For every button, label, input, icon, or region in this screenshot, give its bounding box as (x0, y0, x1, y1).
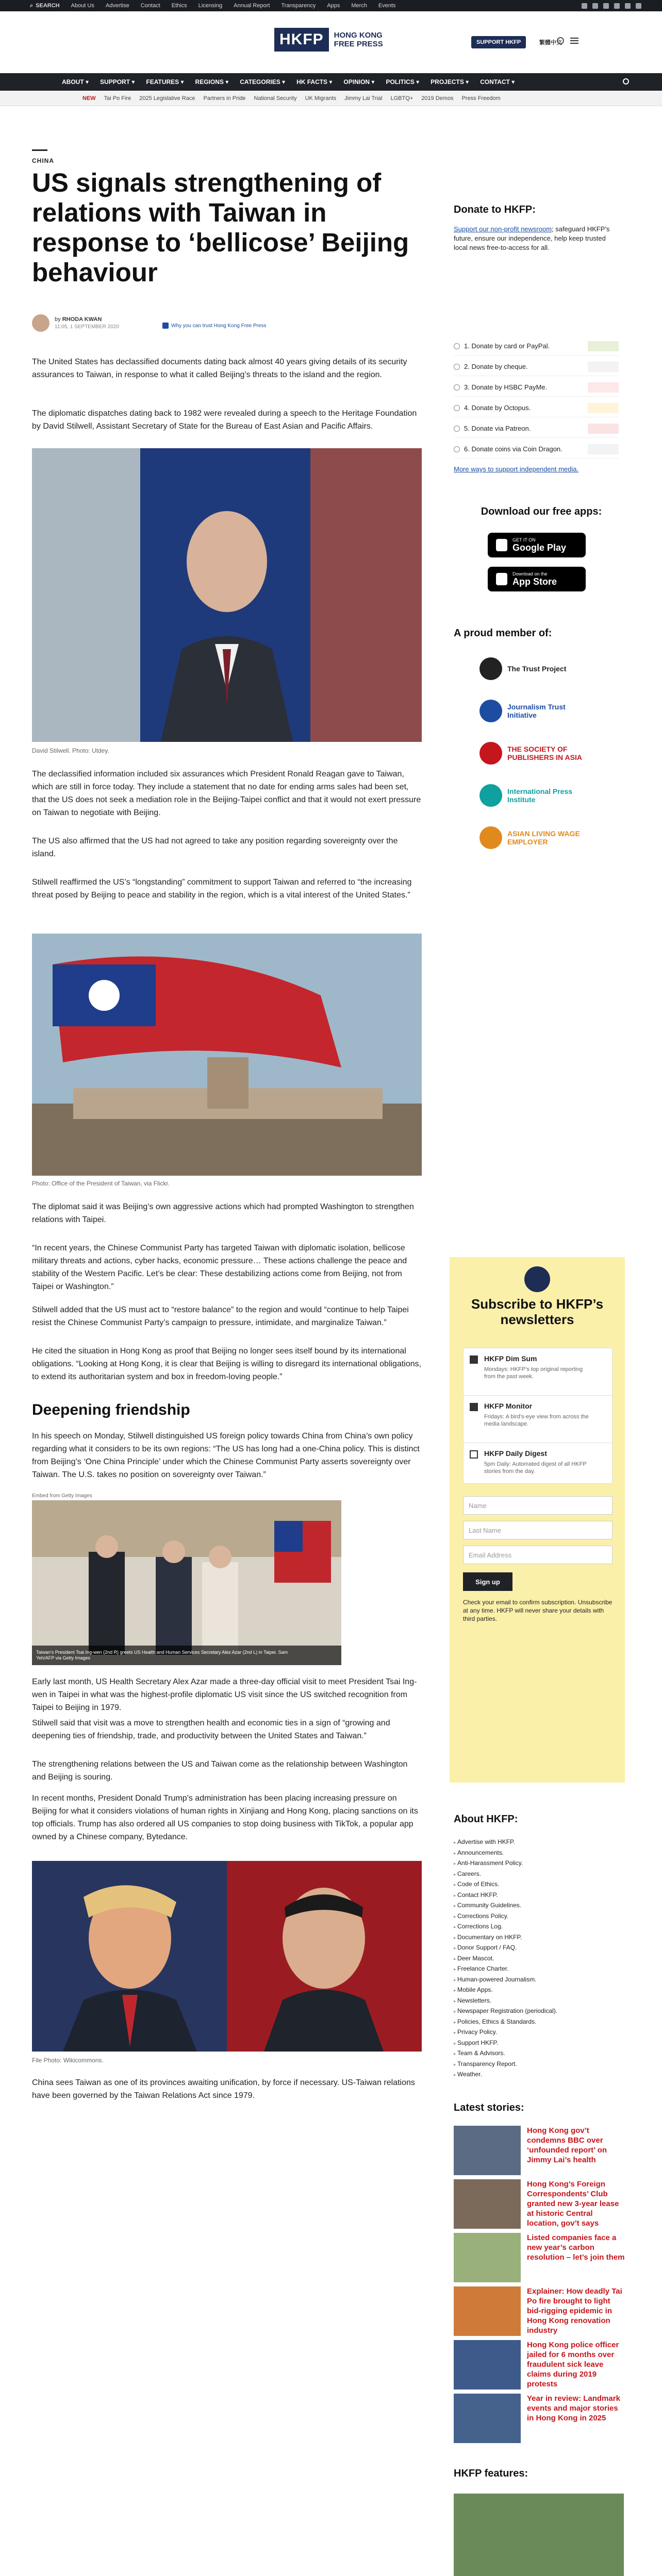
google-play-icon (496, 539, 507, 551)
donate-link[interactable]: Support our non-profit newsroom (454, 225, 552, 233)
member-name: International Press Institute (507, 787, 573, 804)
donate-option-label: 3. Donate by HSBC PayMe. (464, 383, 548, 391)
story-title[interactable]: Listed companies face a new year’s carbon resolution – let’s join them (527, 2233, 625, 2262)
trending-nav (0, 91, 662, 106)
instagram-icon[interactable] (603, 3, 609, 9)
latest-story[interactable] (454, 2179, 624, 2233)
main-nav-item[interactable]: ABOUT ▾ (62, 78, 89, 86)
paragraph: The United States has declassified documents dating back almost 40 years giving details of its security assurances to Taiwan, in response to what it called Beijing’s threats to the island and the region. (32, 358, 407, 379)
payment-icon (588, 362, 619, 372)
author-avatar (32, 314, 49, 332)
trending-link[interactable]: Press Freedom (461, 95, 501, 101)
features-heading: HKFP features: (454, 2468, 528, 2479)
getty-caption: Taiwan's President Tsai Ing-wen (2nd R) greets US Health and Human Services Secretary Alex Azar (2nd L) in Taipei. Sam Yeh/AFP via Getty Images (36, 1650, 288, 1660)
trending-link[interactable]: 2025 Legislative Race (139, 95, 195, 101)
topbar-link[interactable]: Advertise (105, 3, 129, 9)
store-small: Download on the (512, 571, 548, 577)
story-thumbnail[interactable] (454, 2394, 521, 2443)
payment-icon (588, 341, 619, 351)
trending-items (82, 91, 501, 106)
main-nav-item[interactable]: POLITICS ▾ (386, 78, 420, 86)
radio-icon[interactable] (454, 343, 460, 349)
photo-caption: Photo: Office of the President of Taiwan, via Flickr. (32, 1180, 170, 1187)
search-icon: ⌕ (30, 2, 34, 9)
story-thumbnail[interactable] (454, 2286, 521, 2336)
first-name-input[interactable]: Name (463, 1496, 613, 1515)
last-name-input[interactable]: Last Name (463, 1521, 613, 1539)
member-logo[interactable] (479, 700, 590, 722)
paragraph: Stilwell reaffirmed the US’s “longstanding” commitment to support Taiwan and referred to “the increasing threat posed by Beijing to peace and stability in the region, which is a vital interest of the United States.” (32, 878, 412, 900)
payment-icon (588, 403, 619, 413)
checkbox-checked[interactable] (470, 1403, 478, 1411)
support-hkfp-button[interactable]: SUPPORT HKFP (471, 36, 526, 48)
trending-link[interactable]: Partners in Pride (203, 95, 246, 101)
latest-story[interactable] (454, 2394, 624, 2447)
donate-option-label: 4. Donate by Octopus. (464, 404, 531, 412)
stilwell-photo (32, 448, 422, 742)
feature-image[interactable] (454, 2494, 624, 2576)
photo-caption: File Photo: Wikicommons. (32, 2057, 104, 2064)
paragraph: The strengthening relations between the US and Taiwan come as the relationship between Washington and Beijing is souring. (32, 1760, 408, 1782)
newsletter-box (450, 1257, 625, 1783)
google-play-button[interactable] (488, 533, 586, 557)
main-nav-item[interactable]: CATEGORIES ▾ (240, 78, 286, 86)
main-nav-item[interactable]: REGIONS ▾ (195, 78, 229, 86)
member-name: ASIAN LIVING WAGE EMPLOYER (507, 829, 580, 846)
main-nav-item[interactable]: FEATURES ▾ (146, 78, 184, 86)
about-link[interactable]: ▸ Donor Support / FAQ. (454, 1943, 557, 1954)
paragraph: In recent months, President Donald Trump’s administration has been placing increasing pressure on Beijing for what it considers violations of human rights in Xinjiang and Hong Kong, placing sanctions on its top officials. Trump has also ordered all US companies to stop doing business with TikTok, a popular app owned by a Chinese company, Bytedance. (32, 1794, 418, 1841)
language-switch[interactable]: 繁體中文 (539, 40, 562, 46)
donate-text (454, 225, 619, 252)
x-icon[interactable] (592, 3, 598, 9)
about-link[interactable]: ▸ Newspaper Registration (periodical). (454, 2006, 557, 2017)
paragraph: In his speech on Monday, Stilwell distinguished US foreign policy towards China from China’s own policy regarding what it considers to be its own regions: “The US has long had a one-China policy. This is distinct from Beijing’s ‘One China Principle’ under which the Chinese Communist Party asserts sovereignty over Taiwan. The U.S. takes no position on sovereignty over Taiwan.” (32, 1432, 420, 1479)
topbar-link[interactable]: About Us (71, 3, 94, 9)
story-title[interactable]: Hong Kong’s Foreign Correspondents’ Club granted new 3-year lease at historic Central location, gov’t says (527, 2180, 619, 2228)
store-name: Google Play (512, 542, 567, 553)
donate-option-label: 6. Donate coins via Coin Dragon. (464, 445, 562, 453)
taiwan-flag-photo (32, 934, 422, 1176)
taiwan-flag-photo-art (32, 934, 422, 1176)
paragraph: The diplomat said it was Beijing’s own aggressive actions which had prompted Washington to strengthen relations with Taipei. (32, 1202, 414, 1224)
newsletter-desc: 5pm Daily: Automated digest of all HKFP stories from the day. (484, 1461, 587, 1475)
paragraph: Stilwell added that the US must act to “restore balance” to the region and would “continue to help Taipei resist the Chinese Communist Party’s campaign to pressure, intimidate, and marginalize Taiwan.” (32, 1306, 409, 1327)
about-link[interactable]: ▸ Transparency Report. (454, 2059, 557, 2070)
photo-caption: David Stilwell. Photo: Utdey. (32, 747, 109, 754)
radio-icon[interactable] (454, 384, 460, 391)
member-badge-icon (479, 784, 502, 807)
member-name: The Trust Project (507, 665, 567, 673)
about-link[interactable]: ▸ Deer Mascot. (454, 1954, 557, 1964)
masthead (0, 11, 662, 73)
email-input[interactable]: Email Address (463, 1546, 613, 1564)
member-logo[interactable] (479, 742, 590, 765)
member-badge-icon (479, 657, 502, 680)
donate-option[interactable] (454, 419, 619, 438)
member-name: THE SOCIETY OF PUBLISHERS IN ASIA (507, 745, 582, 761)
about-link[interactable]: ▸ Announcements. (454, 1848, 557, 1859)
about-link[interactable]: ▸ Careers. (454, 1869, 557, 1880)
topbar-link[interactable]: Merch (351, 3, 367, 9)
about-link[interactable]: ▸ Newsletters. (454, 1996, 557, 2007)
latest-story[interactable] (454, 2286, 624, 2340)
author-prefix: by (55, 316, 61, 323)
member-badge-icon (479, 742, 502, 765)
publish-date: 11:05, 1 SEPTEMBER 2020 (55, 324, 119, 330)
trending-link[interactable]: LGBTQ+ (390, 95, 413, 101)
story-title[interactable]: Hong Kong police officer jailed for 6 months over fraudulent sick leave claims during 2019 protests (527, 2341, 619, 2388)
story-thumbnail[interactable] (454, 2340, 521, 2389)
main-nav-item[interactable]: SUPPORT ▾ (100, 78, 135, 86)
member-logo[interactable] (479, 784, 590, 807)
site-logo[interactable] (274, 28, 383, 52)
about-link[interactable]: ▸ Documentary on HKFP. (454, 1933, 557, 1943)
trending-link[interactable]: Jimmy Lai Trial (344, 95, 383, 101)
byline (32, 314, 119, 332)
latest-heading: Latest stories: (454, 2102, 524, 2113)
stilwell-photo-art (32, 448, 422, 742)
main-nav-items (62, 73, 515, 91)
feature-story[interactable] (454, 2494, 624, 2576)
store-name: App Store (512, 576, 557, 587)
trending-link[interactable]: 2019 Demos (421, 95, 454, 101)
topbar-search[interactable] (30, 3, 60, 9)
hkfp-badge-icon (524, 1266, 550, 1292)
donate-option[interactable] (454, 399, 619, 417)
main-nav-item[interactable]: CONTACT ▾ (480, 78, 515, 86)
paragraph: The declassified information included six assurances which President Ronald Reagan gave to Taiwan, which are still in force today. They include a statement that no date for ending arms sales had been set, that the US does not seek a mediation role in the Beijing-Taipei conflict and that it would not exert pressure on Taiwan to negotiate with Beijing. (32, 770, 421, 817)
newsletter-dim-sum[interactable] (463, 1348, 613, 1399)
trust-label: Why you can trust Hong Kong Free Press (171, 323, 267, 329)
story-title[interactable]: Year in review: Landmark events and major stories in Hong Kong in 2025 (527, 2394, 620, 2422)
topbar-search-label: SEARCH (36, 3, 60, 9)
radio-icon[interactable] (454, 426, 460, 432)
apps-heading: Download our free apps: (481, 506, 602, 517)
donate-text-body: ; safeguard HKFP’s future, ensure our independence, help keep trusted local news free-to-access for all. (454, 225, 610, 251)
newsletter-daily-digest[interactable] (463, 1443, 613, 1484)
about-link[interactable]: ▸ Corrections Log. (454, 1922, 557, 1933)
about-link[interactable]: ▸ Mobile Apps. (454, 1985, 557, 1996)
account-icon[interactable] (557, 37, 564, 44)
latest-story[interactable] (454, 2126, 624, 2179)
about-heading: About HKFP: (454, 1814, 518, 1825)
more-ways-link[interactable]: More ways to support independent media. (454, 465, 579, 473)
member-name: Journalism Trust Initiative (507, 703, 566, 719)
member-logo[interactable] (479, 657, 590, 680)
getty-photo-art (32, 1500, 341, 1665)
story-thumbnail[interactable] (454, 2126, 521, 2175)
donate-heading: Donate to HKFP: (454, 204, 536, 215)
trending-link[interactable]: Tai Po Fire (104, 95, 131, 101)
youtube-icon[interactable] (614, 3, 620, 9)
donate-option[interactable] (454, 358, 619, 376)
about-links (454, 1837, 557, 2080)
about-link[interactable]: ▸ Privacy Policy. (454, 2027, 557, 2038)
member-badge-icon (479, 700, 502, 722)
main-nav-item[interactable]: HK FACTS ▾ (296, 78, 333, 86)
newsletter-desc: Fridays: A bird’s-eye view from across the media landscape. (484, 1414, 589, 1427)
main-nav-item[interactable]: OPINION ▾ (343, 78, 375, 86)
store-small: GET IT ON (512, 537, 536, 543)
category-rule (32, 149, 47, 151)
logo-line2: FREE PRESS (334, 40, 383, 48)
newsletter-name: HKFP Monitor (484, 1402, 533, 1410)
newsletter-heading: Subscribe to HKFP’s newsletters (471, 1296, 604, 1327)
logo-mark: HKFP (274, 28, 329, 52)
checkbox-checked[interactable] (470, 1355, 478, 1364)
about-link[interactable]: ▸ Community Guidelines. (454, 1901, 557, 1911)
trending-link[interactable]: UK Migrants (305, 95, 337, 101)
story-title[interactable]: Hong Kong gov’t condemns BBC over ‘unfounded report’ on Jimmy Lai’s health (527, 2126, 607, 2164)
paragraph: The diplomatic dispatches dating back to 1982 were revealed during a speech to the Heritage Foundation by David Stilwell, Assistant Secretary of State for the Bureau of East Asian and Pacific Affairs. (32, 409, 417, 431)
payment-icon (588, 444, 619, 454)
topbar-link[interactable]: Ethics (171, 3, 187, 9)
main-nav (0, 73, 662, 91)
signup-button[interactable]: Sign up (463, 1572, 512, 1591)
payment-icon (588, 382, 619, 393)
logo-text (334, 31, 383, 48)
getty-embed-photo (32, 1500, 341, 1665)
telegram-icon[interactable] (636, 3, 641, 9)
member-badge-icon (479, 826, 502, 849)
utility-links (30, 0, 396, 11)
radio-icon[interactable] (454, 446, 460, 452)
main-nav-item[interactable]: PROJECTS ▾ (431, 78, 469, 86)
app-store-button[interactable] (488, 567, 586, 591)
embed-caption: Embed from Getty Images (32, 1493, 92, 1499)
topbar-link[interactable]: Transparency (281, 3, 316, 9)
paragraph: He cited the situation in Hong Kong as proof that Beijing no longer sees itself bound by its international obligations. “Looking at Hong Kong, it is clear that Beijing is willing to disregard its international obligations, to extend its authoritarian system and box in freedom-loving people.” (32, 1347, 422, 1381)
radio-icon[interactable] (454, 364, 460, 370)
newsletter-name: HKFP Daily Digest (484, 1449, 547, 1458)
linkedin-icon[interactable] (625, 3, 631, 9)
topbar-link[interactable]: Contact (140, 3, 160, 9)
about-link[interactable]: ▸ Weather. (454, 2070, 557, 2080)
donate-option-label: 2. Donate by cheque. (464, 363, 528, 370)
donate-option-label: 1. Donate by card or PayPal. (464, 342, 550, 350)
topbar-link[interactable]: Events (378, 3, 396, 9)
paragraph: Stilwell said that visit was a move to strengthen health and economic ties in a sign of “growing and deepening ties of friendship, trade, and productivity between the United States and Taiwan.” (32, 1719, 390, 1740)
trending-link[interactable]: National Security (254, 95, 297, 101)
payment-icon (588, 423, 619, 434)
topbar-link[interactable]: Annual Report (234, 3, 270, 9)
author-name[interactable]: RHODA KWAN (62, 316, 102, 323)
about-link[interactable]: ▸ Advertise with HKFP. (454, 1837, 557, 1848)
paragraph: The US also affirmed that the US had not agreed to take any position regarding sovereignty over the island. (32, 837, 398, 858)
newsletter-monitor[interactable] (463, 1395, 613, 1447)
newsletter-name: HKFP Dim Sum (484, 1354, 537, 1363)
trump-xi-photo-art (32, 1861, 422, 2052)
paragraph: Early last month, US Health Secretary Alex Azar made a three-day official visit to meet President Tsai Ing-wen in Taipei in what was the highest-profile diplomatic US visit since the US switched recognition from Taipei to Beijing in 1979. (32, 1677, 417, 1712)
facebook-icon[interactable] (582, 3, 587, 9)
logo-line1: HONG KONG (334, 31, 383, 40)
about-link[interactable]: ▸ Team & Advisors. (454, 2048, 557, 2059)
about-link[interactable]: ▸ Corrections Policy. (454, 1911, 557, 1922)
story-thumbnail[interactable] (454, 2179, 521, 2229)
checkbox-unchecked[interactable] (470, 1450, 478, 1459)
story-thumbnail[interactable] (454, 2233, 521, 2282)
donate-option[interactable] (454, 378, 619, 397)
paragraph: China sees Taiwan as one of its provinces awaiting unification, by force if necessary. US-Taiwan relations have been governed by the Taiwan Relations Act since 1979. (32, 2078, 415, 2100)
member-logo[interactable] (479, 826, 590, 849)
about-link[interactable]: ▸ Contact HKFP. (454, 1890, 557, 1901)
about-link[interactable]: ▸ Anti-Harassment Policy. (454, 1858, 557, 1869)
story-title[interactable]: Explainer: How deadly Tai Po fire brought to light bid-rigging epidemic in Hong Kong renovation industry (527, 2287, 622, 2335)
author-line (55, 316, 119, 323)
article-category[interactable]: CHINA (32, 157, 54, 164)
article-title: US signals strengthening of relations with Taiwan in response to ‘bellicose’ Beijing behaviour (32, 168, 409, 287)
member-heading: A proud member of: (454, 628, 552, 639)
trump-xi-photo (32, 1861, 422, 2052)
topbar-link[interactable]: Apps (327, 3, 340, 9)
utility-bar (0, 0, 662, 11)
more-ways (454, 465, 619, 474)
about-link[interactable]: ▸ Human-powered Journalism. (454, 1975, 557, 1986)
radio-icon[interactable] (454, 405, 460, 411)
signup-note: Check your email to confirm subscription. Unsubscribe at any time. HKFP will never share your details with third parties. (463, 1599, 613, 1622)
donate-option[interactable] (454, 440, 619, 459)
social-icons (582, 0, 641, 11)
topbar-link[interactable]: Licensing (198, 3, 223, 9)
about-link[interactable]: ▸ Policies, Ethics & Standards. (454, 2017, 557, 2028)
about-link[interactable]: ▸ Support HKFP. (454, 2038, 557, 2049)
new-label: NEW (82, 95, 96, 101)
newsletter-desc: Mondays: HKFP’s top original reporting from the past week. (484, 1366, 583, 1380)
donate-option-label: 5. Donate via Patreon. (464, 425, 531, 432)
menu-icon[interactable] (570, 38, 578, 44)
paragraph: “In recent years, the Chinese Communist Party has targeted Taiwan with diplomatic isolation, bellicose military threats and actions, cyber hacks, economic pressure… These actions challenge the peace and stability of the Western Pacific. Let’s be clear: These destabilizing actions come from Beijing, not from Taipei or Washington.” (32, 1244, 407, 1291)
apple-icon (496, 573, 507, 585)
trust-link[interactable] (162, 323, 267, 329)
section-heading: Deepening friendship (32, 1401, 190, 1418)
search-icon[interactable] (623, 78, 629, 84)
latest-story[interactable] (454, 2233, 624, 2286)
latest-story[interactable] (454, 2340, 624, 2394)
donate-option[interactable] (454, 337, 619, 355)
trust-project-icon (162, 323, 169, 329)
about-link[interactable]: ▸ Freelance Charter. (454, 1964, 557, 1975)
about-link[interactable]: ▸ Code of Ethics. (454, 1879, 557, 1890)
